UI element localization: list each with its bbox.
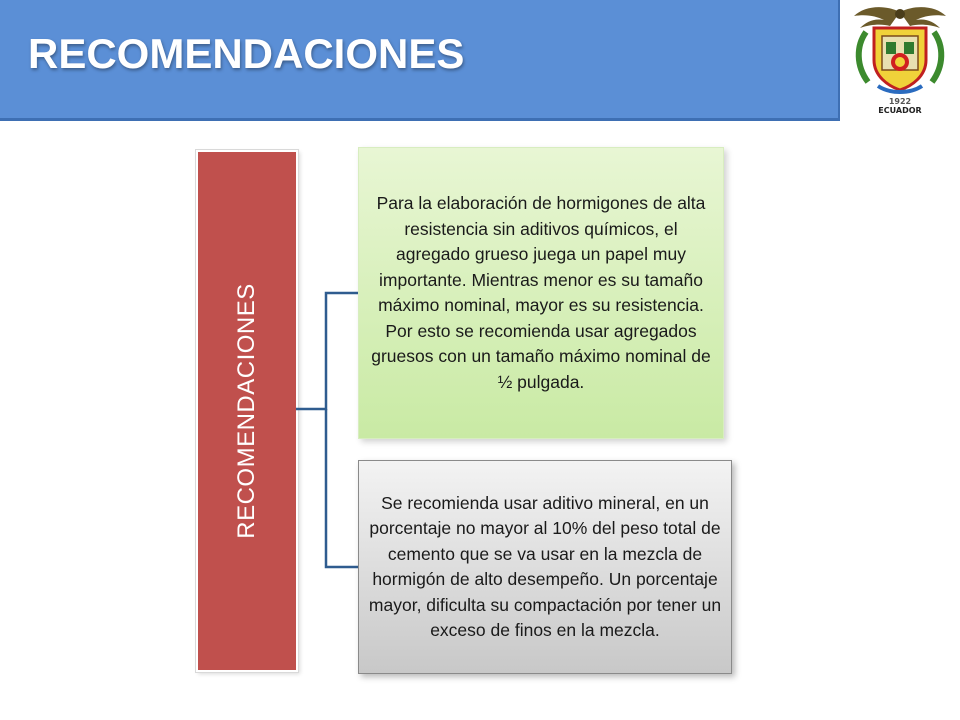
slide-title: RECOMENDACIONES: [28, 30, 465, 77]
recommendation-text-2: Se recomienda usar aditivo mineral, en un porcentaje no mayor al 10% del peso total de cemento que se va usar en la mezcla de hormigón de alto desempeño. Un porcentaje mayor, dificulta su compactación por tener un exceso de finos en la mezcla.: [368, 492, 722, 640]
root-node-label: RECOMENDACIONES: [233, 283, 260, 539]
logo-country: ECUADOR: [878, 106, 922, 115]
title-banner: [0, 0, 840, 121]
recommendation-text-1: Para la elaboración de hormigones de alta resistencia sin aditivos químicos, el agregado grueso juega un papel muy importante. Mientras menor es su tamaño máximo nominal, mayor es su resistencia. Por esto se recomienda usar agregados gruesos con un tamaño máximo nominal de ½ pulgada.: [371, 193, 711, 392]
root-node: [196, 150, 298, 672]
connector-to-item-2: [326, 409, 358, 567]
recommendation-card-1: [358, 147, 724, 439]
coat-of-arms-icon: [848, 2, 952, 98]
connector-to-item-1: [296, 293, 358, 409]
logo: [840, 0, 960, 120]
logo-year: 1922: [888, 97, 912, 106]
recommendation-card-2: [358, 460, 732, 674]
